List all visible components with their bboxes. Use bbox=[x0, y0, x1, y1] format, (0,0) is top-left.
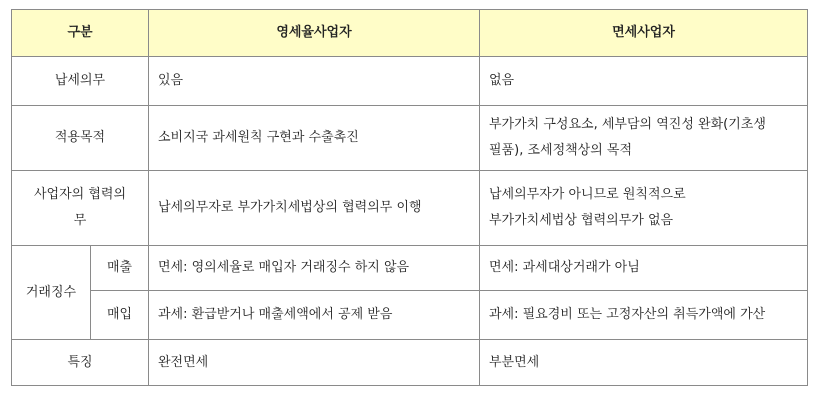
cell-zero-rate-purchase: 과세: 환급받거나 매출세액에서 공제 받음 bbox=[149, 291, 480, 340]
table-row-feature bbox=[12, 340, 808, 386]
cell-exempt-sales: 면세: 과세대상거래가 아님 bbox=[480, 246, 808, 291]
header-row bbox=[12, 10, 808, 57]
cell-exempt-tax-duty: 없음 bbox=[480, 57, 808, 106]
header-zero-rate: 영세율사업자 bbox=[149, 10, 480, 57]
header-category: 구분 bbox=[12, 10, 149, 57]
cell-exempt-cooperation bbox=[480, 171, 808, 246]
table-row-tax-duty bbox=[12, 57, 808, 106]
cell-exempt-cooperation-line2: 부가가치세법상 협력의무가 없음 bbox=[489, 213, 674, 228]
cell-zero-rate-feature: 완전면세 bbox=[149, 340, 480, 386]
table-row-invoice-sales bbox=[12, 246, 808, 291]
sub-label-purchase: 매입 bbox=[91, 291, 149, 340]
cell-exempt-purpose-line1: 부가가치 구성요소, 세부담의 역진성 완화(기초생 bbox=[489, 117, 766, 132]
table-row-purpose bbox=[12, 106, 808, 171]
table-row-invoice-purchase bbox=[12, 291, 808, 340]
row-label-purpose: 적용목적 bbox=[12, 106, 149, 171]
row-label-invoice: 거래징수 bbox=[12, 246, 91, 340]
row-label-feature: 특징 bbox=[12, 340, 149, 386]
cell-exempt-cooperation-line1: 납세의무자가 아니므로 원칙적으로 bbox=[489, 187, 686, 202]
sub-label-sales: 매출 bbox=[91, 246, 149, 291]
cell-zero-rate-purpose: 소비지국 과세원칙 구현과 수출촉진 bbox=[149, 106, 480, 171]
row-label-cooperation-line2: 무 bbox=[73, 213, 87, 228]
cell-zero-rate-tax-duty: 있음 bbox=[149, 57, 480, 106]
cell-exempt-purpose-line2: 필품), 조세정책상의 목적 bbox=[489, 143, 633, 158]
cell-exempt-feature: 부분면세 bbox=[480, 340, 808, 386]
row-label-cooperation bbox=[12, 171, 149, 246]
cell-zero-rate-cooperation: 납세의무자로 부가가치세법상의 협력의무 이행 bbox=[149, 171, 480, 246]
row-label-cooperation-line1: 사업자의 협력의 bbox=[33, 187, 127, 202]
cell-exempt-purchase: 과세: 필요경비 또는 고정자산의 취득가액에 가산 bbox=[480, 291, 808, 340]
cell-zero-rate-sales: 면세: 영의세율로 매입자 거래징수 하지 않음 bbox=[149, 246, 480, 291]
row-label-tax-duty: 납세의무 bbox=[12, 57, 149, 106]
table-row-cooperation bbox=[12, 171, 808, 246]
comparison-table bbox=[11, 9, 808, 386]
cell-exempt-purpose bbox=[480, 106, 808, 171]
header-exempt: 면세사업자 bbox=[480, 10, 808, 57]
